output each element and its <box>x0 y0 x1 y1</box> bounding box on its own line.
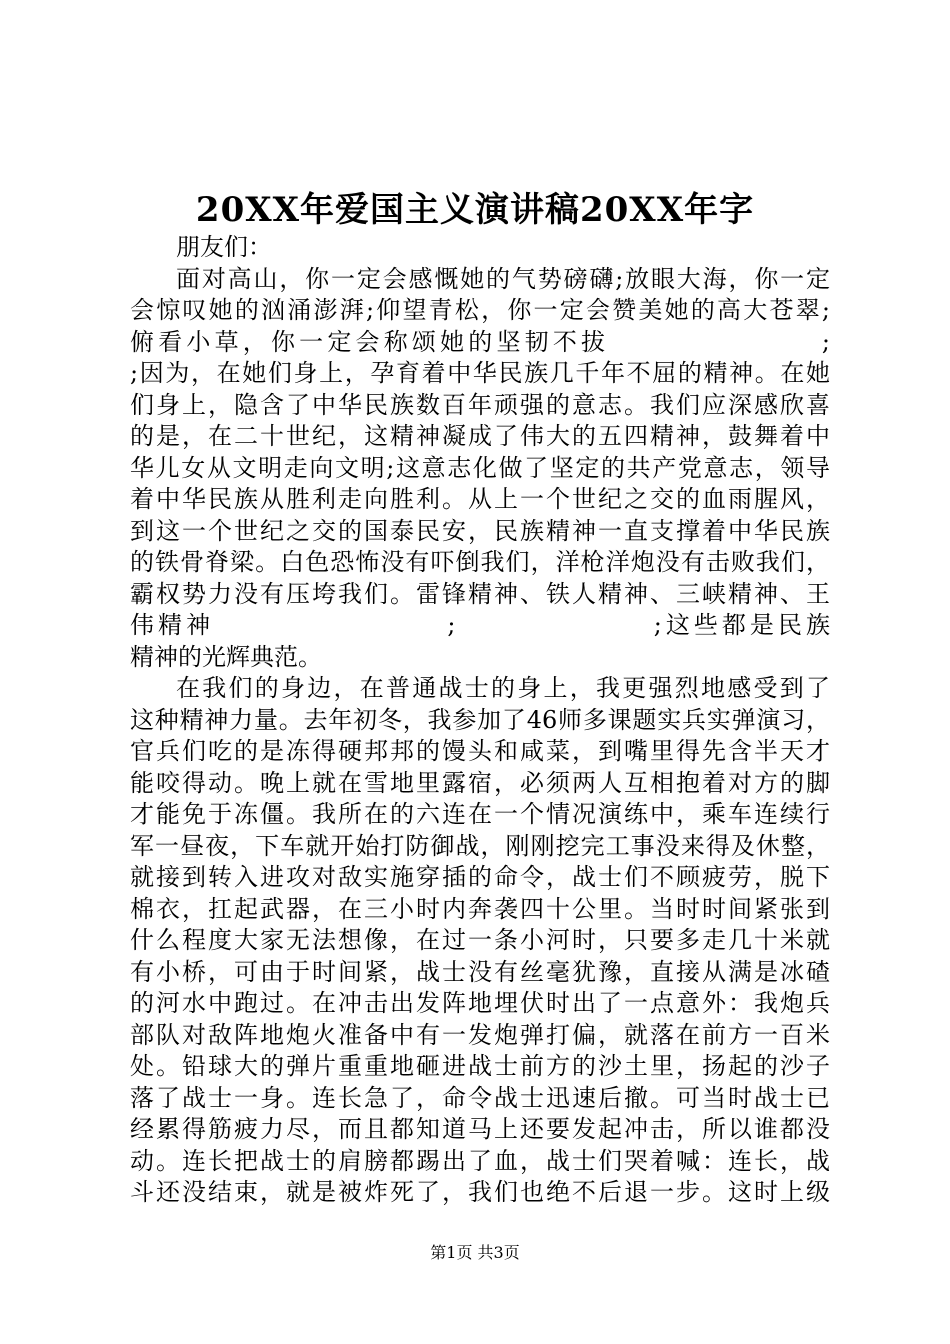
text-line: 着中华民族从胜利走向胜利。从上一个世纪之交的血雨腥风， <box>130 485 830 513</box>
document-body <box>130 232 830 1209</box>
text-line: 的是，在二十世纪，这精神凝成了伟大的五四精神，鼓舞着中 <box>130 422 830 450</box>
page-footer: 第1页 共3页 <box>430 1243 520 1262</box>
text-line: 动。连长把战士的肩膀都踢出了血，战士们哭着喊：连长，战 <box>130 1146 830 1175</box>
text-line: 部队对敌阵地炮火准备中有一发炮弹打偏，就落在前方一百米 <box>130 1020 830 1049</box>
text-line: 能咬得动。晚上就在雪地里露宿，必须两人互相抱着对方的脚 <box>130 768 830 797</box>
text-line: 官兵们吃的是冻得硬邦邦的馒头和咸菜，到嘴里得先含半天才 <box>130 737 830 765</box>
text-line: 经累得筋疲力尽，而且都知道马上还要发起冲击，所以谁都没 <box>130 1115 830 1143</box>
text-line: 面对高山，你一定会感慨她的气势磅礴;放眼大海，你一定 <box>176 264 830 293</box>
text-line: 落了战士一身。连长急了，命令战士迅速后撤。可当时战士已 <box>130 1083 830 1112</box>
text-line: ;因为，在她们身上，孕育着中华民族几千年不屈的精神。在她 <box>130 359 830 387</box>
text-line: 棉衣，扛起武器，在三小时内奔袭四十公里。当时时间紧张到 <box>130 894 830 923</box>
text-line: 伟精神 ; ;这些都是民族 <box>130 611 830 639</box>
text-line: 的铁骨脊梁。白色恐怖没有吓倒我们，洋枪洋炮没有击败我们， <box>130 548 830 576</box>
text-line: 就接到转入进攻对敌实施穿插的命令，战士们不顾疲劳，脱下 <box>130 863 830 891</box>
text-line: 朋友们： <box>176 233 272 261</box>
text-line: 这种精神力量。去年初冬，我参加了46师多课题实兵实弹演习， <box>130 705 830 734</box>
text-line: 什么程度大家无法想像，在过一条小河时，只要多走几十米就 <box>130 926 830 954</box>
text-line: 有小桥，可由于时间紧，战士没有丝毫犹豫，直接从满是冰碴 <box>130 957 830 986</box>
text-line: 俯看小草，你一定会称颂她的坚韧不拔 ; <box>130 327 830 356</box>
text-line: 在我们的身边，在普通战士的身上，我更强烈地感受到了 <box>176 674 830 702</box>
text-line: 斗还没结束，就是被炸死了，我们也绝不后退一步。这时上级 <box>130 1178 830 1206</box>
text-line: 军一昼夜，下车就开始打防御战，刚刚挖完工事没来得及休整， <box>130 831 830 860</box>
text-line: 华儿女从文明走向文明;这意志化做了坚定的共产党意志，领导 <box>130 453 830 482</box>
text-line: 会惊叹她的汹涌澎湃;仰望青松，你一定会赞美她的高大苍翠; <box>130 296 830 324</box>
text-line: 到这一个世纪之交的国泰民安，民族精神一直支撑着中华民族 <box>130 516 830 545</box>
text-line: 们身上，隐含了中华民族数百年顽强的意志。我们应深感欣喜 <box>130 390 830 419</box>
text-line: 霸权势力没有压垮我们。雷锋精神、铁人精神、三峡精神、王 <box>130 579 830 608</box>
text-line: 的河水中跑过。在冲击出发阵地埋伏时出了一点意外：我炮兵 <box>130 989 830 1017</box>
text-line: 精神的光辉典范。 <box>130 642 322 671</box>
document-title: 20XX年爱国主义演讲稿20XX年字 <box>195 190 755 230</box>
text-line: 处。铅球大的弹片重重地砸进战士前方的沙土里，扬起的沙子 <box>130 1052 830 1080</box>
text-line: 才能免于冻僵。我所在的六连在一个情况演练中，乘车连续行 <box>130 800 830 828</box>
